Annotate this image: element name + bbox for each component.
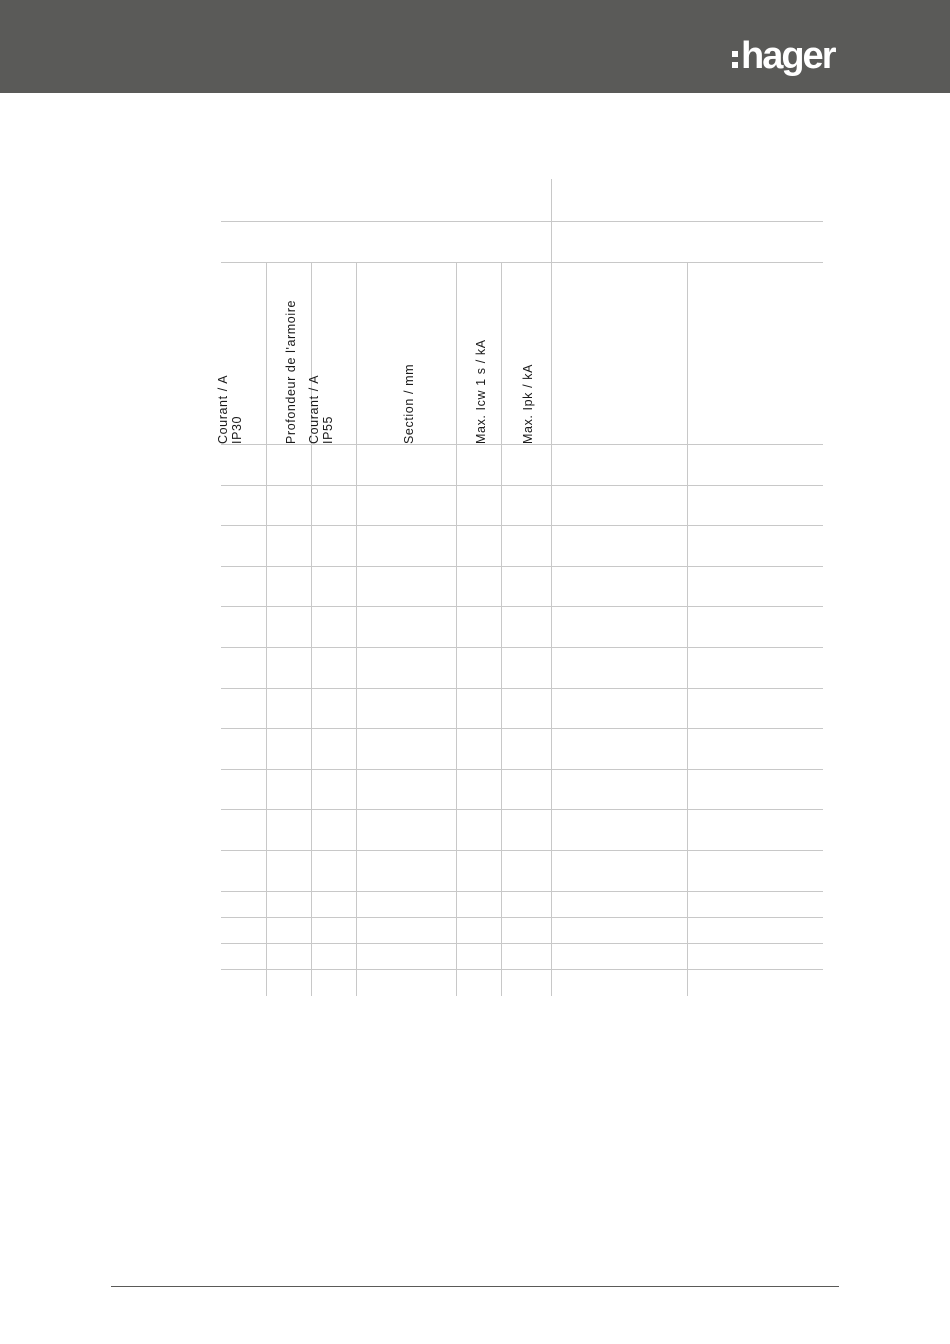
header-line: Courant / A <box>216 374 230 444</box>
table-column-rule <box>311 262 312 996</box>
header-line: Profondeur de l'armoire <box>284 299 298 444</box>
header-line: Max. Icw 1 s / kA <box>474 339 488 444</box>
header-max-icw <box>474 339 488 444</box>
header-line: IP30 <box>230 415 244 444</box>
header-courant-ip30 <box>216 375 244 444</box>
table-column-rule <box>456 262 457 996</box>
table-column-rule <box>266 262 267 996</box>
logo-wordmark: hager <box>741 35 835 77</box>
table-column-rule <box>687 262 688 996</box>
table-column-rule <box>551 179 552 996</box>
header-line: Courant / A <box>307 374 321 444</box>
table-column-rule <box>356 262 357 996</box>
header-max-ipk <box>521 364 535 444</box>
table-rule <box>221 221 551 222</box>
header-section <box>402 364 416 444</box>
table-column-rule <box>501 262 502 996</box>
header-line: Max. Ipk / kA <box>521 363 535 444</box>
header-line: IP55 <box>321 415 335 444</box>
header-profondeur <box>284 300 298 444</box>
table-rule <box>551 221 823 222</box>
header-courant-ip55 <box>307 375 335 444</box>
header-line: Section / mm <box>402 363 416 444</box>
footer-rule <box>111 1286 839 1287</box>
